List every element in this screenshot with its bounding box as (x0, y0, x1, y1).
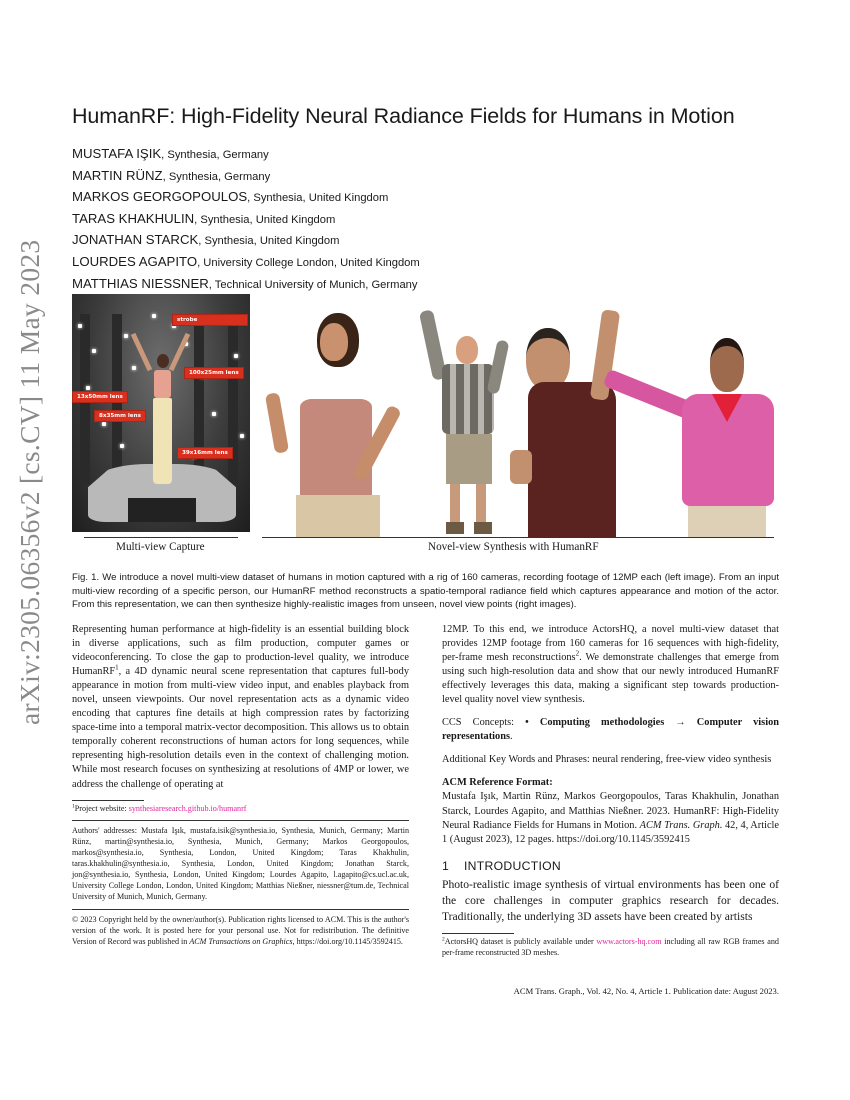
author-entry (72, 166, 420, 188)
left-column (72, 623, 409, 948)
strobe-light (240, 434, 244, 438)
ccs-end: . (510, 731, 513, 743)
author-name: MUSTAFA IŞIK (72, 146, 162, 161)
footnote-marker[interactable]: 1 (115, 663, 119, 672)
acm-reference-text (442, 790, 779, 846)
lens-annotation: 100x25mm lens (184, 367, 244, 379)
figure-divider (262, 537, 774, 538)
author-name: LOURDES AGAPITO (72, 253, 198, 269)
author-entry (72, 209, 420, 231)
abstract-text: . We demonstrate challenges that emerge from using such high-resolution data and show that our newly introduced HumanRF effectively leverages this data, making a significant step towards production-level quality novel view synthesis. (442, 652, 780, 706)
abstract-text: 12MP. To this end, we introduce ActorsHQ, a novel multi-view dataset that provides 12MP footage from 160 cameras for 16 sequences with high-fidelity, per-frame mesh reconstructions (442, 624, 779, 664)
author-affiliation: , Synthesia, United Kingdom (198, 235, 340, 248)
actors-hq-link[interactable]: www.actors-hq.com (596, 936, 662, 946)
footnote-2 (442, 937, 779, 959)
strobe-light (124, 334, 128, 338)
copyright-doi: , https://doi.org/10.1145/3592415. (292, 936, 403, 946)
author-affiliation: , University College London, United Kingdom (197, 256, 420, 269)
captured-actor (149, 354, 175, 494)
section-heading-introduction (442, 859, 779, 873)
keywords: Additional Key Words and Phrases: neural rendering, free-view video synthesis (442, 754, 772, 766)
figure-divider (84, 537, 238, 538)
reference-text: Mustafa Işık, Martin Rünz, Markos Georgopoulos, Taras Khakhulin, Jonathan Starck, Lourdes Agapito, and Matthias Nießner. 2023. HumanRF: High-Fidelity Neural Radiance Fields for Humans in Motion. (442, 791, 779, 831)
footnote-divider (72, 909, 409, 910)
journal-name: ACM Transactions on Graphics (189, 936, 293, 946)
figure-left-label: Multi-view Capture (116, 541, 205, 553)
arxiv-identifier-stamp: arXiv:2305.06356v2 [cs.CV] 11 May 2023 (14, 239, 45, 725)
footnote-marker[interactable]: 2 (575, 649, 580, 658)
author-name: MARTIN RÜNZ (72, 167, 163, 183)
copyright-notice (72, 915, 409, 948)
ccs-bullet: • (525, 717, 540, 729)
footnote-text: including all raw RGB frames and per-frame reconstructed 3D meshes. (442, 936, 779, 957)
author-affiliation: , Synthesia, United Kingdom (247, 192, 389, 205)
strobe-light (132, 366, 136, 370)
paper-title: HumanRF: High-Fidelity Neural Radiance Fields for Humans in Motion (72, 104, 735, 128)
footnote-number: 1 (72, 802, 75, 809)
running-footer: ACM Trans. Graph., Vol. 42, No. 4, Article 1. Publication date: August 2023. (513, 986, 779, 996)
journal-name: ACM Trans. Graph. (639, 819, 723, 831)
abstract-paragraph (72, 623, 409, 792)
ccs-concepts (442, 716, 779, 744)
footnote-number: 2 (442, 936, 445, 943)
author-entry (72, 230, 420, 252)
section-number: 1 (442, 858, 450, 873)
footnote-text: ActorsHQ dataset is publicly available under (444, 936, 597, 946)
author-affiliation: , Synthesia, United Kingdom (194, 213, 336, 226)
author-affiliation: , Technical University of Munich, Germany (208, 278, 418, 291)
novel-view-synthesis-image (262, 294, 774, 538)
figure-right-label: Novel-view Synthesis with HumanRF (428, 541, 599, 553)
abstract-text: Representing human performance at high-fidelity is an essential building block in diverse applications, such as film production, computer games or videoconferencing. To close the gap to production-level quality, we introduce HumanRF (72, 624, 409, 678)
author-affiliation: , Synthesia, Germany (161, 149, 269, 161)
strobe-light (102, 422, 106, 426)
author-name: MARKOS GEORGOPOULOS (72, 189, 248, 205)
strobe-light (78, 324, 82, 328)
strobe-annotation: strobe (172, 314, 248, 326)
author-addresses: Authors' addresses: Mustafa Işık, mustafa.isik@synthesia.io, Synthesia, Munich, Germany; Martin Rünz, martin@synthesia.io, Synthesia, Munich, Germany; Markos Georgopoulos, markos@synthesia.io, Synthesia, London, United Kingdom; Taras Khakhulin, taras.khakhulin@synthesia.io, Synthesia, London, United Kingdom; Jonathan Starck, jon@synthesia.io, Synthesia, London, United Kingdom; Lourdes Agapito, l.agapito@cs.ucl.ac.uk, University College London, London, United Kingdom; Matthias Nießner, niessner@tum.de, Technical University of Munich, Munich, Germany. (72, 826, 409, 901)
introduction-paragraph: Photo-realistic image synthesis of virtual environments has been one of the core challenges in computer graphics research for decades. Traditionally, the underlying 3D assets have been created by artists (442, 877, 779, 924)
footnote-divider (72, 820, 409, 821)
strobe-light (234, 354, 238, 358)
figure-caption: Fig. 1. We introduce a novel multi-view dataset of humans in motion captured with a rig of 160 cameras, recording footage of 12MP each (left image). From an input multi-view recording of a specific person, our HumanRF method reconstructs a spatio-temporal radiance field which captures appearance and motion of the actor. From this representation, we can then synthesize highly-realistic images from unseen, novel view points (right images). (72, 572, 779, 611)
footnote-divider (442, 933, 514, 934)
author-name: TARAS KHAKHULIN (72, 210, 195, 226)
right-column (442, 623, 779, 959)
strobe-light (86, 386, 90, 390)
acm-reference-heading: ACM Reference Format: (442, 777, 553, 789)
author-name: MATTHIAS NIESSNER (72, 275, 209, 291)
ccs-concept: Computing methodologies → Computer vision representations (442, 717, 779, 743)
strobe-light (92, 349, 96, 353)
abstract-paragraph (442, 623, 779, 707)
footnote-label: Project website: (74, 803, 129, 813)
author-affiliation: , Synthesia, Germany (162, 170, 271, 183)
lens-annotation: 8x35mm lens (94, 410, 146, 422)
copyright-text: © 2023 Copyright held by the owner/author(s). Publication rights licensed to ACM. This is the author's version of the work. It is posted here for your personal use. Not for redistribution. The definitive Version of Record was published in (72, 914, 409, 946)
footnote-divider (72, 800, 144, 801)
author-name: JONATHAN STARCK (72, 232, 199, 248)
reference-doi: 42, 4, Article 1 (August 2023), 12 pages. https://doi.org/10.1145/3592415 (442, 819, 780, 845)
ccs-label: CCS Concepts: (442, 717, 526, 729)
synthesized-person (602, 338, 774, 538)
author-entry (72, 252, 420, 274)
author-entry (72, 144, 420, 166)
multi-view-capture-image (72, 294, 250, 532)
author-entry (72, 187, 420, 209)
author-entry (72, 274, 420, 296)
section-title: INTRODUCTION (464, 858, 562, 873)
lens-annotation: 39x16mm lens (177, 447, 233, 459)
strobe-light (212, 412, 216, 416)
strobe-light (152, 314, 156, 318)
author-list (72, 144, 420, 295)
lens-annotation: 13x50mm lens (72, 391, 128, 403)
strobe-light (120, 444, 124, 448)
synthesized-person (422, 300, 512, 538)
synthesized-person (262, 303, 427, 538)
abstract-text: , a 4D dynamic neural scene representation that captures full-body appearance in motion from multi-view video input, and enables playback from novel, unseen viewpoints. Our novel representation acts as a dynamic video encoding that captures fine details at high compression rates by factorizing space-time into a temporal matrix-vector decomposition. This allows us to obtain temporally coherent reconstructions of human actors for long sequences, while representing high-resolution details even in the context of challenging motion. While most research focuses on synthesizing at resolutions of 4MP or lower, we address the challenge of operating at (72, 666, 409, 790)
footnote-1 (72, 804, 409, 815)
project-website-link[interactable]: synthesiaresearch.github.io/humanrf (128, 803, 247, 813)
